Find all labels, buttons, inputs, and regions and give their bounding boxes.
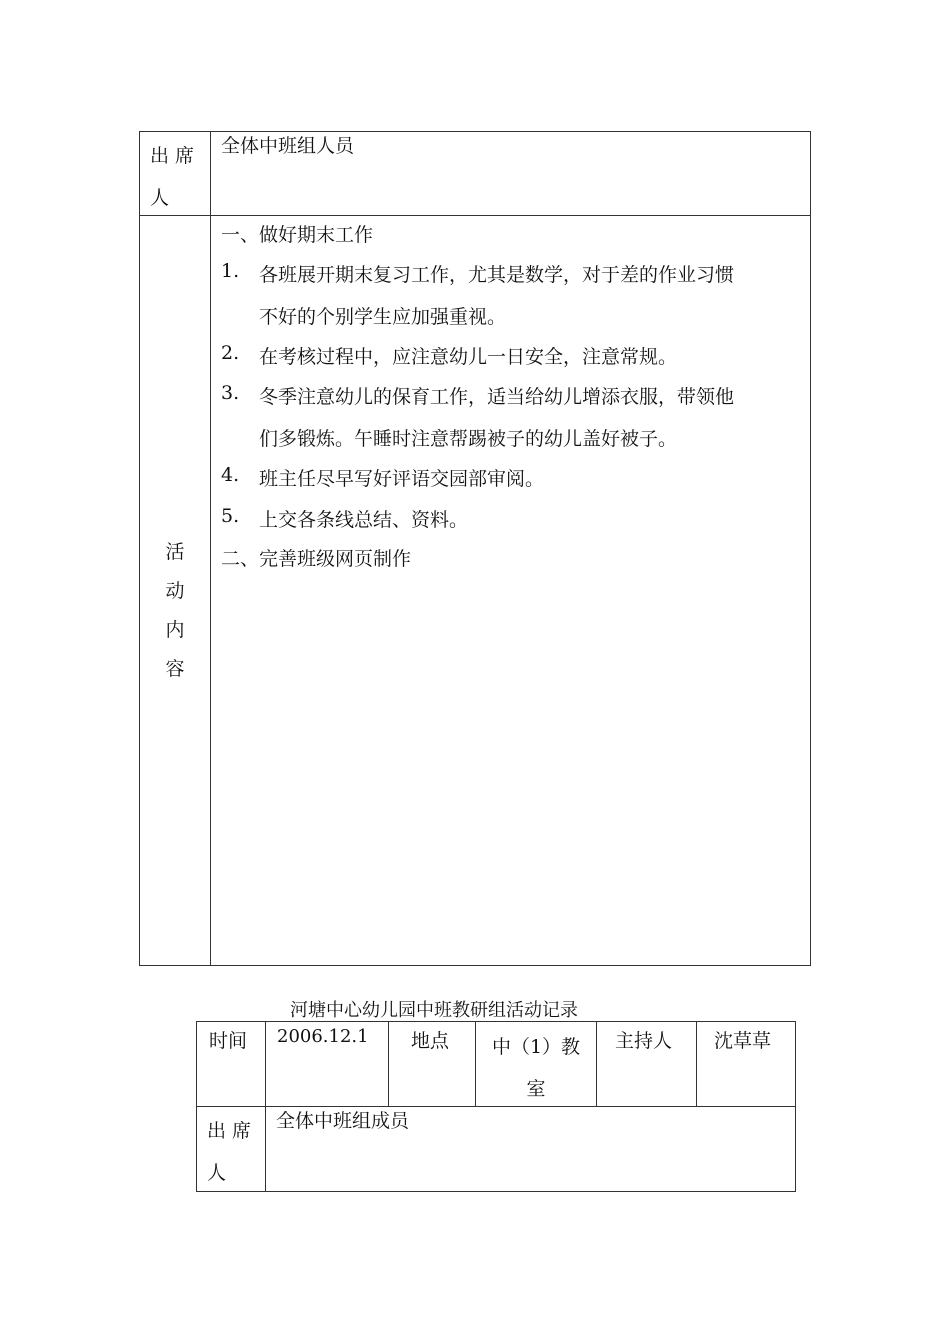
time-label: 时间	[209, 1030, 248, 1052]
host-value: 沈草草	[714, 1030, 772, 1052]
item-text: 不好的个别学生应加强重视。	[259, 306, 507, 328]
attendees-label: 出席人	[150, 145, 201, 209]
item-text: 班主任尽早写好评语交园部审阅。	[259, 468, 545, 490]
item-number: 3.	[221, 382, 240, 404]
content-label: 活动内容	[165, 541, 185, 680]
content-heading-1: 一、做好期末工作	[221, 224, 374, 246]
attendees-value: 全体中班组人员	[221, 135, 355, 157]
time-value: 2006.12.1	[277, 1026, 369, 1047]
host-label: 主持人	[615, 1030, 673, 1052]
item-text: 上交各条线总结、资料。	[259, 509, 469, 531]
item-number: 4.	[221, 464, 240, 486]
attendees-label-2: 出席人	[207, 1120, 258, 1184]
attendees-value-2: 全体中班组成员	[276, 1110, 410, 1132]
item-text: 冬季注意幼儿的保育工作，适当给幼儿增添衣服，带领他	[259, 386, 735, 408]
item-number: 5.	[221, 505, 240, 527]
record-title: 河塘中心幼儿园中班教研组活动记录	[290, 1000, 578, 1021]
item-text: 在考核过程中，应注意幼儿一日安全，注意常规。	[259, 346, 678, 368]
place-value: 中（1）教室	[491, 1036, 581, 1100]
item-number: 1.	[221, 260, 240, 282]
item-text: 们多锻炼。午睡时注意帮踢被子的幼儿盖好被子。	[259, 428, 678, 450]
content-heading-2: 二、完善班级网页制作	[221, 548, 412, 570]
item-number: 2.	[221, 342, 240, 364]
place-label: 地点	[411, 1030, 450, 1052]
item-text: 各班展开期末复习工作，尤其是数学，对于差的作业习惯	[259, 264, 735, 286]
